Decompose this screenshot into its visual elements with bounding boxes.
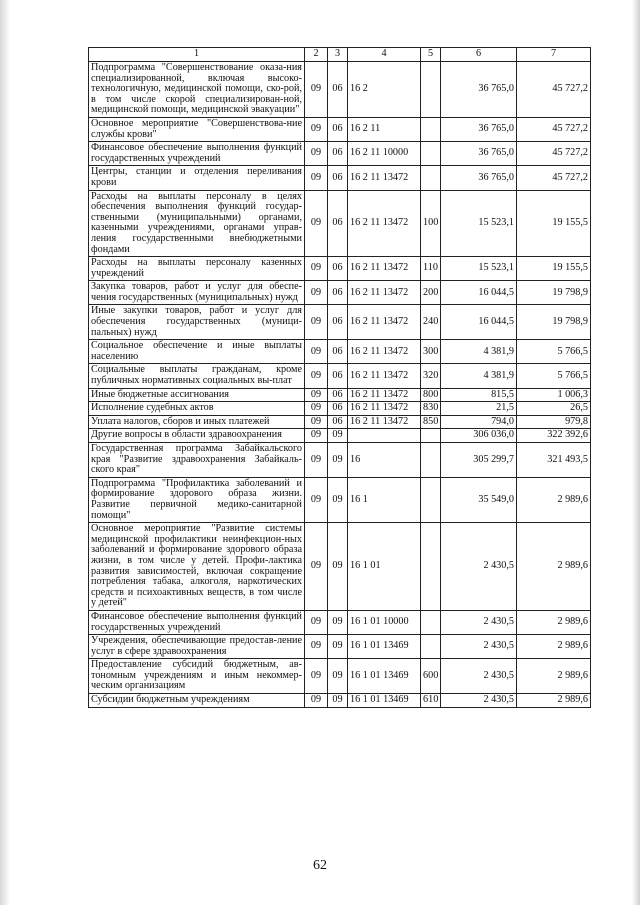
row-name-cell: Иные закупки товаров, работ и услуг для обеспечения государственных (муници-пальных) нужд	[89, 305, 305, 340]
expense-type-cell: 600	[421, 659, 441, 694]
amount-col6-cell: 16 044,5	[441, 281, 517, 305]
target-article-cell: 16 1 01 13469	[348, 659, 421, 694]
amount-col7-cell: 2 989,6	[517, 694, 591, 708]
row-name-cell: Подпрограмма "Совершенствование оказа-ния специализированной, включая высоко-технологичную, медицинской помощи, ско-рой, в том числе скорой специализирован-ной, медицинской помощи, медицинской эвакуации"	[89, 62, 305, 118]
row-name-cell: Центры, станции и отделения переливания крови	[89, 166, 305, 190]
target-article-cell: 16 2 11 13472	[348, 281, 421, 305]
amount-col6-cell: 16 044,5	[441, 305, 517, 340]
row-name-cell: Учреждения, обеспечивающие предостав-ление услуг в сфере здравоохранения	[89, 635, 305, 659]
expense-type-cell	[421, 477, 441, 522]
scan-edge-left	[0, 0, 10, 905]
section-code-cell: 09	[305, 166, 328, 190]
row-name-cell: Государственная программа Забайкальского края "Развитие здравоохранения Забайкаль-ского края"	[89, 443, 305, 478]
section-code-cell: 09	[305, 415, 328, 429]
row-name-cell: Основное мероприятие "Развитие системы медицинской профилактики неинфекцион-ных заболеваний и формирование здорового образа жизни, в том числе у детей. Профи-лактика развития зависимостей, включая сокращение потребления табака, алкоголя, наркотических средств и психоактивных веществ, в том числе у детей"	[89, 523, 305, 611]
table-row	[89, 635, 591, 659]
amount-col6-cell: 15 523,1	[441, 190, 517, 257]
row-name-cell: Исполнение судебных актов	[89, 402, 305, 416]
row-name-cell: Закупка товаров, работ и услуг для обеспе-чения государственных (муниципальных) нужд	[89, 281, 305, 305]
section-code-cell: 09	[305, 62, 328, 118]
subsection-code-cell: 06	[328, 257, 348, 281]
table-row	[89, 340, 591, 364]
column-header: 7	[517, 48, 591, 62]
table-row	[89, 523, 591, 611]
target-article-cell: 16 2 11 10000	[348, 142, 421, 166]
expense-type-cell: 830	[421, 402, 441, 416]
amount-col7-cell: 321 493,5	[517, 443, 591, 478]
subsection-code-cell: 09	[328, 694, 348, 708]
table-row	[89, 190, 591, 257]
section-code-cell: 09	[305, 388, 328, 402]
target-article-cell: 16 1 01 13469	[348, 694, 421, 708]
subsection-code-cell: 06	[328, 402, 348, 416]
amount-col6-cell: 305 299,7	[441, 443, 517, 478]
target-article-cell: 16 2 11	[348, 117, 421, 141]
section-code-cell: 09	[305, 142, 328, 166]
target-article-cell: 16 2	[348, 62, 421, 118]
row-name-cell: Финансовое обеспечение выполнения функций государственных учреждений	[89, 142, 305, 166]
amount-col6-cell: 36 765,0	[441, 166, 517, 190]
subsection-code-cell: 09	[328, 610, 348, 634]
table-row	[89, 257, 591, 281]
subsection-code-cell: 09	[328, 477, 348, 522]
target-article-cell: 16 2 11 13472	[348, 388, 421, 402]
subsection-code-cell: 06	[328, 142, 348, 166]
table-row	[89, 429, 591, 443]
amount-col7-cell: 19 155,5	[517, 190, 591, 257]
expense-type-cell	[421, 117, 441, 141]
row-name-cell: Расходы на выплаты персоналу в целях обеспечения выполнения функций государ-ственными (муниципальными) органами, казенными учреждениями, органами управ-ления государственными внебюджетными фондами	[89, 190, 305, 257]
row-name-cell: Расходы на выплаты персоналу казенных учреждений	[89, 257, 305, 281]
table-row	[89, 305, 591, 340]
expense-type-cell: 800	[421, 388, 441, 402]
column-header: 3	[328, 48, 348, 62]
expense-type-cell	[421, 429, 441, 443]
amount-col6-cell: 2 430,5	[441, 694, 517, 708]
table-row	[89, 281, 591, 305]
subsection-code-cell: 06	[328, 340, 348, 364]
target-article-cell: 16 1 01 10000	[348, 610, 421, 634]
amount-col6-cell: 21,5	[441, 402, 517, 416]
amount-col7-cell: 45 727,2	[517, 117, 591, 141]
subsection-code-cell: 06	[328, 388, 348, 402]
row-name-cell: Иные бюджетные ассигнования	[89, 388, 305, 402]
column-header: 1	[89, 48, 305, 62]
amount-col7-cell: 1 006,3	[517, 388, 591, 402]
section-code-cell: 09	[305, 364, 328, 388]
table-row	[89, 142, 591, 166]
subsection-code-cell: 09	[328, 659, 348, 694]
expense-type-cell: 610	[421, 694, 441, 708]
section-code-cell: 09	[305, 305, 328, 340]
target-article-cell	[348, 429, 421, 443]
amount-col6-cell: 2 430,5	[441, 635, 517, 659]
amount-col6-cell: 36 765,0	[441, 117, 517, 141]
table-header-row	[89, 48, 591, 62]
expense-type-cell: 240	[421, 305, 441, 340]
column-header: 2	[305, 48, 328, 62]
section-code-cell: 09	[305, 659, 328, 694]
section-code-cell: 09	[305, 694, 328, 708]
amount-col6-cell: 2 430,5	[441, 610, 517, 634]
target-article-cell: 16	[348, 443, 421, 478]
amount-col7-cell: 322 392,6	[517, 429, 591, 443]
target-article-cell: 16 2 11 13472	[348, 257, 421, 281]
section-code-cell: 09	[305, 610, 328, 634]
amount-col6-cell: 2 430,5	[441, 659, 517, 694]
subsection-code-cell: 09	[328, 443, 348, 478]
subsection-code-cell: 06	[328, 62, 348, 118]
expense-type-cell	[421, 443, 441, 478]
target-article-cell: 16 2 11 13472	[348, 166, 421, 190]
table-row	[89, 388, 591, 402]
expense-type-cell: 200	[421, 281, 441, 305]
amount-col6-cell: 36 765,0	[441, 62, 517, 118]
subsection-code-cell: 06	[328, 166, 348, 190]
amount-col7-cell: 2 989,6	[517, 477, 591, 522]
table-row	[89, 166, 591, 190]
column-header: 5	[421, 48, 441, 62]
target-article-cell: 16 2 11 13472	[348, 402, 421, 416]
amount-col7-cell: 19 155,5	[517, 257, 591, 281]
target-article-cell: 16 1	[348, 477, 421, 522]
row-name-cell: Социальное обеспечение и иные выплаты населению	[89, 340, 305, 364]
target-article-cell: 16 2 11 13472	[348, 364, 421, 388]
column-header: 6	[441, 48, 517, 62]
amount-col6-cell: 815,5	[441, 388, 517, 402]
row-name-cell: Другие вопросы в области здравоохранения	[89, 429, 305, 443]
amount-col6-cell: 35 549,0	[441, 477, 517, 522]
subsection-code-cell: 06	[328, 364, 348, 388]
section-code-cell: 09	[305, 477, 328, 522]
expense-type-cell: 320	[421, 364, 441, 388]
target-article-cell: 16 2 11 13472	[348, 190, 421, 257]
expense-type-cell: 850	[421, 415, 441, 429]
table-row	[89, 415, 591, 429]
section-code-cell: 09	[305, 117, 328, 141]
subsection-code-cell: 06	[328, 305, 348, 340]
amount-col7-cell: 45 727,2	[517, 166, 591, 190]
section-code-cell: 09	[305, 340, 328, 364]
expense-type-cell	[421, 142, 441, 166]
amount-col7-cell: 2 989,6	[517, 659, 591, 694]
amount-col7-cell: 45 727,2	[517, 142, 591, 166]
page-number: 62	[313, 858, 327, 873]
table-row	[89, 62, 591, 118]
target-article-cell: 16 2 11 13472	[348, 340, 421, 364]
subsection-code-cell: 06	[328, 415, 348, 429]
subsection-code-cell: 06	[328, 190, 348, 257]
table-body	[89, 62, 591, 708]
section-code-cell: 09	[305, 429, 328, 443]
section-code-cell: 09	[305, 190, 328, 257]
amount-col6-cell: 15 523,1	[441, 257, 517, 281]
row-name-cell: Предоставление субсидий бюджетным, ав-тономным учреждениям и иным некоммер-ческим организациям	[89, 659, 305, 694]
subsection-code-cell: 09	[328, 429, 348, 443]
section-code-cell: 09	[305, 635, 328, 659]
amount-col7-cell: 2 989,6	[517, 523, 591, 611]
amount-col7-cell: 19 798,9	[517, 281, 591, 305]
table-row	[89, 402, 591, 416]
subsection-code-cell: 06	[328, 281, 348, 305]
row-name-cell: Подпрограмма "Профилактика заболеваний и формирование здорового образа жизни. Развитие первичной медико-санитарной помощи"	[89, 477, 305, 522]
section-code-cell: 09	[305, 523, 328, 611]
amount-col6-cell: 2 430,5	[441, 523, 517, 611]
amount-col7-cell: 2 989,6	[517, 610, 591, 634]
table-row	[89, 659, 591, 694]
table-row	[89, 610, 591, 634]
row-name-cell: Социальные выплаты гражданам, кроме публичных нормативных социальных вы-плат	[89, 364, 305, 388]
amount-col6-cell: 4 381,9	[441, 364, 517, 388]
expense-type-cell	[421, 62, 441, 118]
expense-type-cell	[421, 610, 441, 634]
amount-col7-cell: 5 766,5	[517, 340, 591, 364]
expense-type-cell	[421, 166, 441, 190]
expense-type-cell: 100	[421, 190, 441, 257]
section-code-cell: 09	[305, 257, 328, 281]
row-name-cell: Основное мероприятие "Совершенствова-ние службы крови"	[89, 117, 305, 141]
expense-type-cell: 110	[421, 257, 441, 281]
section-code-cell: 09	[305, 281, 328, 305]
section-code-cell: 09	[305, 402, 328, 416]
budget-table	[88, 47, 591, 708]
amount-col6-cell: 306 036,0	[441, 429, 517, 443]
column-header: 4	[348, 48, 421, 62]
target-article-cell: 16 2 11 13472	[348, 415, 421, 429]
amount-col7-cell: 2 989,6	[517, 635, 591, 659]
table-row	[89, 364, 591, 388]
subsection-code-cell: 09	[328, 635, 348, 659]
amount-col6-cell: 36 765,0	[441, 142, 517, 166]
table-row	[89, 477, 591, 522]
expense-type-cell	[421, 635, 441, 659]
row-name-cell: Финансовое обеспечение выполнения функций государственных учреждений	[89, 610, 305, 634]
amount-col7-cell: 19 798,9	[517, 305, 591, 340]
table-row	[89, 694, 591, 708]
amount-col7-cell: 979,8	[517, 415, 591, 429]
target-article-cell: 16 2 11 13472	[348, 305, 421, 340]
section-code-cell: 09	[305, 443, 328, 478]
table-row	[89, 443, 591, 478]
amount-col6-cell: 4 381,9	[441, 340, 517, 364]
amount-col7-cell: 5 766,5	[517, 364, 591, 388]
expense-type-cell	[421, 523, 441, 611]
target-article-cell: 16 1 01 13469	[348, 635, 421, 659]
subsection-code-cell: 06	[328, 117, 348, 141]
subsection-code-cell: 09	[328, 523, 348, 611]
amount-col6-cell: 794,0	[441, 415, 517, 429]
expense-type-cell: 300	[421, 340, 441, 364]
scan-edge-right	[632, 0, 640, 905]
amount-col7-cell: 45 727,2	[517, 62, 591, 118]
amount-col7-cell: 26,5	[517, 402, 591, 416]
table-row	[89, 117, 591, 141]
target-article-cell: 16 1 01	[348, 523, 421, 611]
row-name-cell: Уплата налогов, сборов и иных платежей	[89, 415, 305, 429]
row-name-cell: Субсидии бюджетным учреждениям	[89, 694, 305, 708]
